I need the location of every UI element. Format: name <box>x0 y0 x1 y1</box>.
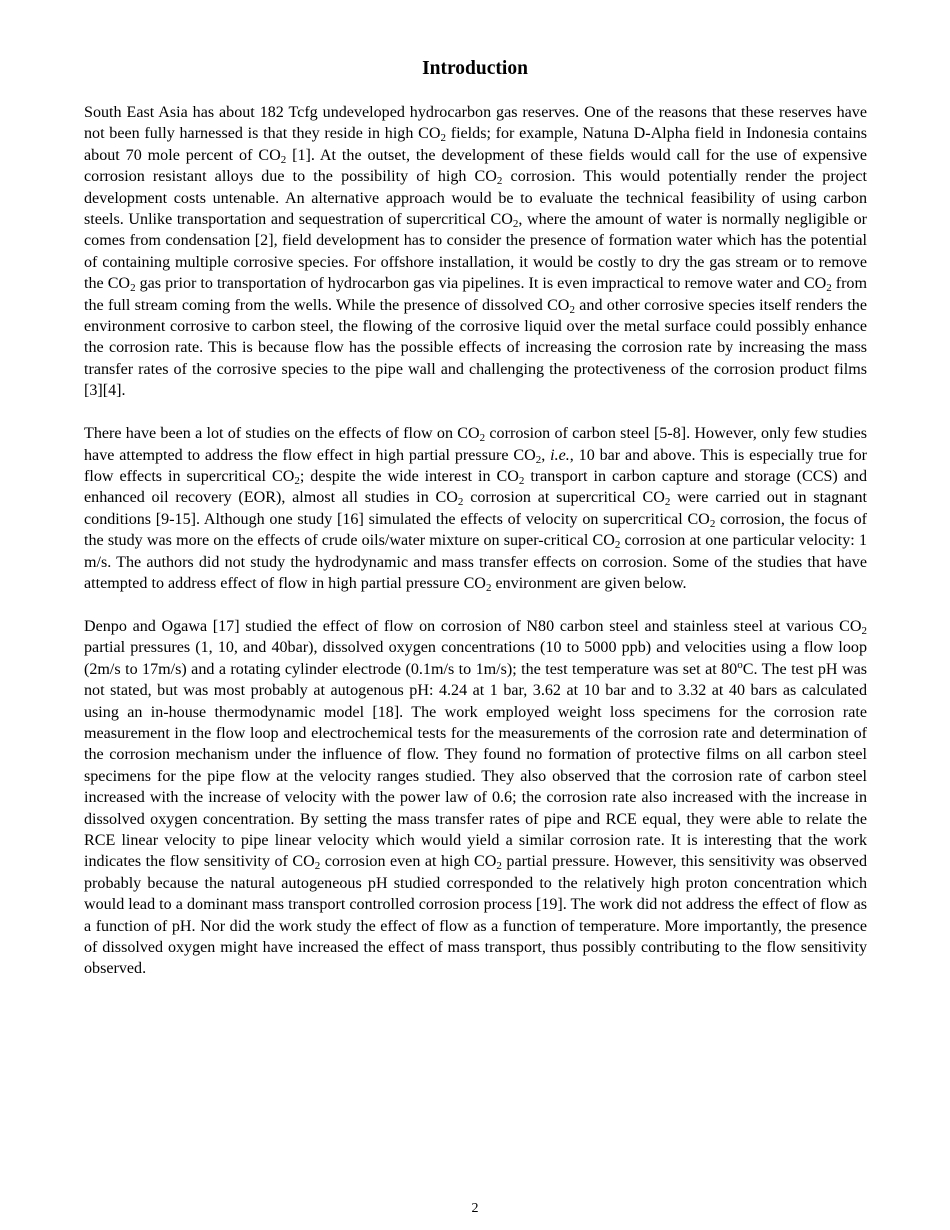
page-number: 2 <box>471 1201 479 1216</box>
section-title: Introduction <box>422 58 528 79</box>
paragraph: Denpo and Ogawa [17] studied the effect of flow on corrosion of N80 carbon steel and stainless steel at various $CO_2$ partial pressures (1, 10, and 40bar), dissolved oxygen concentrations (10 to 5000 ppb) and velocities using a flow loop (2m/s to 17m/s) and a rotating cylinder electrode (0.1m/s to 1m/s); the test temperature was set at 80$^o$C. The test pH was not stated, but was most probably at autogenous pH: 4.24 at 1 bar, 3.62 at 10 bar and to 3.32 at 40 bars as calculated using an in-house thermodynamic model [18]. The work employed weight loss specimens for the corrosion rate measurement in the flow loop and electrochemical tests for the measurements of the corrosion rate and determination of the corrosion mechanism under the influence of flow. They found no formation of protective films on all carbon steel specimens for the pipe flow at the velocity ranges studied. They also observed that the corrosion rate of carbon steel increased with the increase of velocity with the power law of 0.6; the corrosion rate also increased with the increase in dissolved oxygen concentration. By setting the mass transfer rates of pipe and RCE equal, they were able to relate the RCE linear velocity to pipe linear velocity which would yield a similar corrosion rate. It is interesting that the work indicates the flow sensitivity of $CO_2$ corrosion even at high $CO_2$ partial pressure. However, this sensitivity was observed probably because the natural autogeneous pH studied corresponded to the relatively high proton concentration which would lead to a dominant mass transport controlled corrosion process [19]. The work did not address the effect of flow as a function of pH. Nor did the work study the effect of flow as a function of temperature. More importantly, the presence of dissolved oxygen might have increased the effect of mass transport, thus possibly contributing to the flow sensitivity observed. <box>84 617 867 978</box>
paragraph: There have been a lot of studies on the effects of flow on $CO_2$ corrosion of carbon steel [5-8]. However, only few studies have attempted to address the flow effect in high partial pressure $CO_2$, i.e., 10 bar and above. This is especially true for flow effects in supercritical $CO_2$; despite the wide interest in $CO_2$ transport in carbon capture and storage (CCS) and enhanced oil recovery (EOR), almost all studies in $CO_2$ corrosion at supercritical $CO_2$ were carried out in stagnant conditions [9-15]. Although one study [16] simulated the effects of velocity on supercritical $CO_2$ corrosion, the focus of the study was more on the effects of crude oils/water mixture on super-critical $CO_2$ corrosion at one particular velocity: 1 m/s. The authors did not study the hydrodynamic and mass transfer effects on corrosion. Some of the studies that have attempted to address effect of flow in high partial pressure $CO_2$ environment are given below. <box>84 425 868 595</box>
body-text <box>84 102 867 1001</box>
paragraph: South East Asia has about 182 Tcfg undeveloped hydrocarbon gas reserves. One of the reasons that these reserves have not been fully harnessed is that they reside in high $CO_2$ fields; for example, Natuna D-Alpha field in Indonesia contains about 70 mole percent of $CO_2$ [1]. At the outset, the development of these fields would call for the use of expensive corrosion resistant alloys due to the possibility of high $CO_2$ corrosion. This would potentially render the project development costs untenable. An alternative approach would be to evaluate the technical feasibility of using carbon steels. Unlike transportation and sequestration of supercritical $CO_2$, where the amount of water is normally negligible or comes from condensation [2], field development has to consider the presence of formation water which has the potential of containing multiple corrosive species. For offshore installation, it would be costly to dry the gas stream or to remove the $CO_2$ gas prior to transportation of hydrocarbon gas via pipelines. It is even impractical to remove water and $CO_2$ from the full stream coming from the wells. While the presence of dissolved $CO_2$ and other corrosive species itself renders the environment corrosive to carbon steel, the flowing of the corrosive liquid over the metal surface could possibly enhance the corrosion rate. This is because flow has the possible effects of increasing the corrosion rate by increasing the mass transfer rates of the corrosive species to the pipe wall and challenging the protectiveness of the corrosion product films [3][4]. <box>84 104 868 400</box>
